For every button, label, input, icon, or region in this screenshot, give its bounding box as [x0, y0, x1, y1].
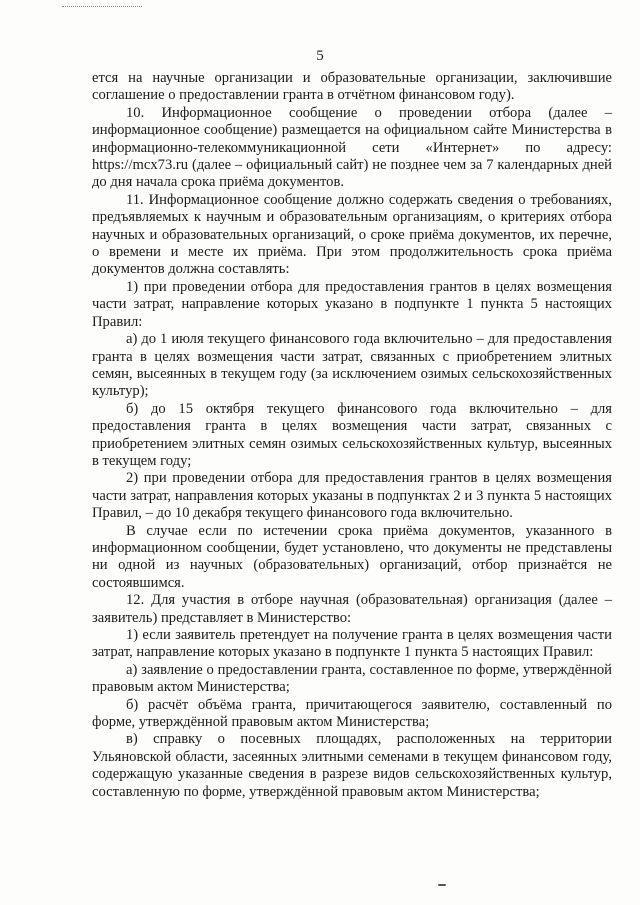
paragraph-11-item-1: 1) при проведении отбора для предоставления грантов в целях возмещения части затрат, направление которых указано в подпункте 1 пункта 5 настоящих Правил:: [92, 278, 612, 330]
paragraph-12: 12. Для участия в отборе научная (образовательная) организация (далее – заявитель) представляет в Министерство:: [92, 592, 612, 626]
paragraph-11-note: В случае если по истечении срока приёма документов, указанного в информационном сообщении, будет установлено, что документы не представлены ни одной из научных (образовательных) организаций, отбор признаётся не состоявшимся.: [92, 522, 612, 591]
scan-header-marks: [62, 6, 142, 10]
paragraph-11-item-1b: б) до 15 октября текущего финансового года включительно – для предоставления гранта в целях возмещения части затрат, связанных с приобретением элитных семян озимых сельскохозяйственных культур, высеянных в текущем году;: [92, 400, 612, 469]
paragraph-11-item-2: 2) при проведении отбора для предоставления грантов в целях возмещения части затрат, направления которых указаны в подпунктах 2 и 3 пункта 5 настоящих Правил, – до 10 декабря текущего финансового года включительно.: [92, 470, 612, 522]
paragraph-12-item-1v: в) справку о посевных площадях, расположенных на территории Ульяновской области, засеянных элитными семенами в текущем финансовом году, содержащую указанные сведения в разрезе видов сельскохозяйственных культур, составленную по форме, утверждённой правовым актом Министерства;: [92, 731, 612, 800]
paragraph-12-item-1a: а) заявление о предоставлении гранта, составленное по форме, утверждённой правовым актом Министерства;: [92, 661, 612, 696]
scan-artifact-mark: [438, 884, 446, 886]
paragraph-10: 10. Информационное сообщение о проведении отбора (далее – информационное сообщение) размещается на официальном сайте Министерства в информационно-телекоммуникационной сети «Интернет» по адресу: https://mcx73.ru (далее – официальный сайт) не позднее чем за 7 календарных дней до дня начала срока приёма документов.: [92, 104, 612, 191]
document-body: [92, 70, 612, 801]
paragraph-11: 11. Информационное сообщение должно содержать сведения о требованиях, предъявляемых к научным и образовательным организациям, о критериях отбора научных и образовательных организаций, о сроке приёма документов, их перечне, о времени и месте их приёма. При этом продолжительность срока приёма документов должна составлять:: [92, 191, 612, 278]
paragraph-12-item-1: 1) если заявитель претендует на получение гранта в целях возмещения части затрат, направление которых указано в подпункте 1 пункта 5 настоящих Правил:: [92, 627, 612, 661]
paragraph-11-item-1a: а) до 1 июля текущего финансового года включительно – для предоставления гранта в целях возмещения части затрат, связанных с приобретением элитных семян, высеянных в текущем году (за исключением озимых сельскохозяйственных культур);: [92, 331, 612, 400]
page-number: 5: [316, 48, 324, 64]
paragraph-12-item-1b: б) расчёт объёма гранта, причитающегося заявителю, составленный по форме, утверждённой правовым актом Министерства;: [92, 696, 612, 731]
paragraph-continuation: ется на научные организации и образовательные организации, заключившие соглашение о предоставлении гранта в отчётном финансовом году).: [92, 70, 612, 104]
